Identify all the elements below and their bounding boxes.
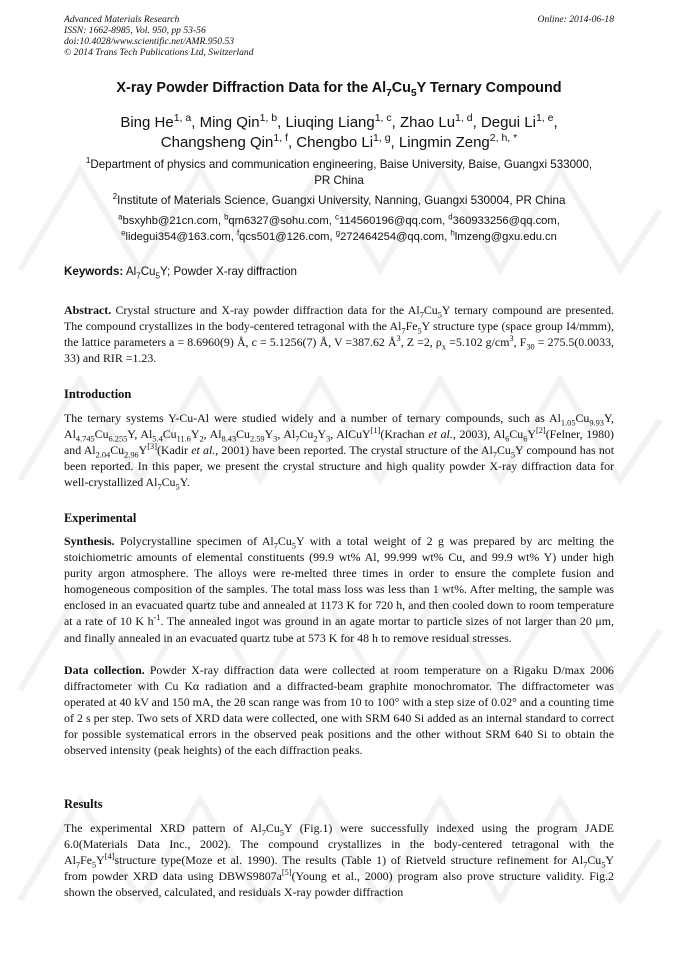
section-heading-results: Results <box>64 797 103 811</box>
keywords: Keywords: $Al_7Cu_5Y$; Powder X-ray diffraction <box>64 265 297 281</box>
affiliation-1: $^1$Department of physics and communication engineering, Baise University, Baise, Guangxi 533000, PR China <box>85 156 593 187</box>
journal-copyright: © 2014 Trans Tech Publications Ltd, Switzerland <box>64 47 254 58</box>
results-text: The experimental XRD pattern of $Al_7Cu_5Y$ (Fig.1) were successfully indexed using the program JADE 6.0(Materials Data Inc., 2002). The compound crystallizes in the body-centered tetragonal with the $Al_7Fe_5Y[4]structure$ type(Moze et al. 1990). The results (Table 1) of Rietveld structure refinement for $Al_7Cu_5Y$ from powder XRD data using DBWS9807a[5](Young et al., 2000) program also prove structure validity. Fig.2 shown the observed, calculated, and residuals X-ray powder diffraction <box>64 821 615 900</box>
journal-doi: doi:10.4028/www.scientific.net/AMR.950.53 <box>64 36 235 47</box>
email-list: $^a$bsxyhb@21cn.com, $^b$qm6327@sohu.com, $^c$114560196@qq.com, $^d$360933256@qq.com, $^e$lidegui354@163.com, $^f$qcs501@126.com, $^g$272464254@qq.com, $^h$lmzeng@gxu.edu.cn <box>118 212 560 243</box>
section-heading-introduction: Introduction <box>64 387 132 401</box>
author-list <box>40 113 638 153</box>
introduction-text: The ternary systems Y-Cu-Al were studied widely and a number of ternary compounds, such as $Al_{1.05}Cu_{9.93}Y$, $Al_{4.745}Cu_{6.255}Y$, $Al_{5.4}Cu_{11.6}Y_2$, $Al_{8.43}Cu_{2.59}Y_3$, $Al_7Cu_2Y_3$, AlCuY[1](Krachan et al., 2003), $Al_6Cu_6Y[2](Felner$, 1980) and $Al_{2.04}Cu_{2.96}Y[3](Kadir$ et al., 2001) have been reported. The crystal structure of the $Al_7Cu_5Y$ compound has not been reported. In this paper, we present the crystal structure and high quality powder X-ray diffraction data for well-crystallized $Al_7Cu_5Y$. <box>64 411 615 492</box>
online-date: Online: 2014-06-18 <box>537 14 614 25</box>
synthesis-text: Synthesis. Polycrystalline specimen of $Al_7Cu_5Y$ with a total weight of 2 g was prepared by arc melting the stoichiometric amounts of elemental constituents (99.9 wt% Al, 99.999 wt% Cu, and 99.9 wt% Y) under high purity argon atmosphere. The alloys were re-melted three times in order to ensure the complete fusion and homogeneous composition of the samples. The total mass loss was less than 1 wt%. After melting, the sample was enclosed in an evacuated quartz tube and annealed at 1173 K for 720 h, and then cooled down to room temperature at a rate of 10 K $h^{-1}$. The annealed ingot was ground in an agate mortar to particle sizes of not larger than 20 μm, and finally annealed in an evacuated quartz tube at 573 K for 48 h to remove residual stresses. <box>64 534 615 645</box>
paper-title: X-ray Powder Diffraction Data for the $Al_7Cu_5Y$ Ternary Compound <box>116 80 562 99</box>
section-heading-experimental: Experimental <box>64 511 137 525</box>
journal-issn: ISSN: 1662-8985, Vol. 950, pp 53-56 <box>64 25 206 36</box>
author-line-1: Bing He$^{1, a}$, Ming Qin$^{1, b}$, Liuqing Liang$^{1, c}$, Zhao Lu$^{1, d}$, Degui Li$^{1, e}$, <box>120 112 558 131</box>
journal-header <box>64 14 364 58</box>
abstract: Abstract. Crystal structure and X-ray powder diffraction data for the $Al_7Cu_5Y$ ternary compound are presented. The compound crystallizes in the body-centered tetragonal with the $Al_7Fe_5Y$ structure type (space group I4/mmm), the lattice parameters a = 8.6960(9) Å, c = 5.1256(7) Å, V =387.62 $Å^3$, Z =2, $\rho_x =5.102$ $g/cm^3$, $F_{30} = 275.5(0.0033$, 33) and RIR =1.23. <box>64 303 614 366</box>
data-collection-text: Data collection. Powder X-ray diffraction data were collected at room temperature on a Rigaku D/max 2006 diffractometer with Cu Kα radiation and a diffracted-beam graphite monochromator. The diffractometer was operated at 40 kV and 150 mA, the 2θ scan range was from 10 to 100° with a step size of 0.02° and a counting time of 2 s per step. Two sets of XRD data were collected, one with SRM 640 Si added as an internal standard to correct for possible systematical errors in the observed peak positions and the other without SRM 640 Si to obtain the observed intensity (peak heights) of the each diffraction peaks. <box>64 663 615 758</box>
affiliation-2: $^2$Institute of Materials Science, Guangxi University, Nanning, Guangxi 530004, PR China <box>112 192 566 207</box>
author-line-2: Changsheng Qin$^{1, f}$, Chengbo Li$^{1, g}$, Lingmin Zeng$^{2, h, *}$ <box>160 132 518 151</box>
journal-name: Advanced Materials Research <box>64 14 180 25</box>
